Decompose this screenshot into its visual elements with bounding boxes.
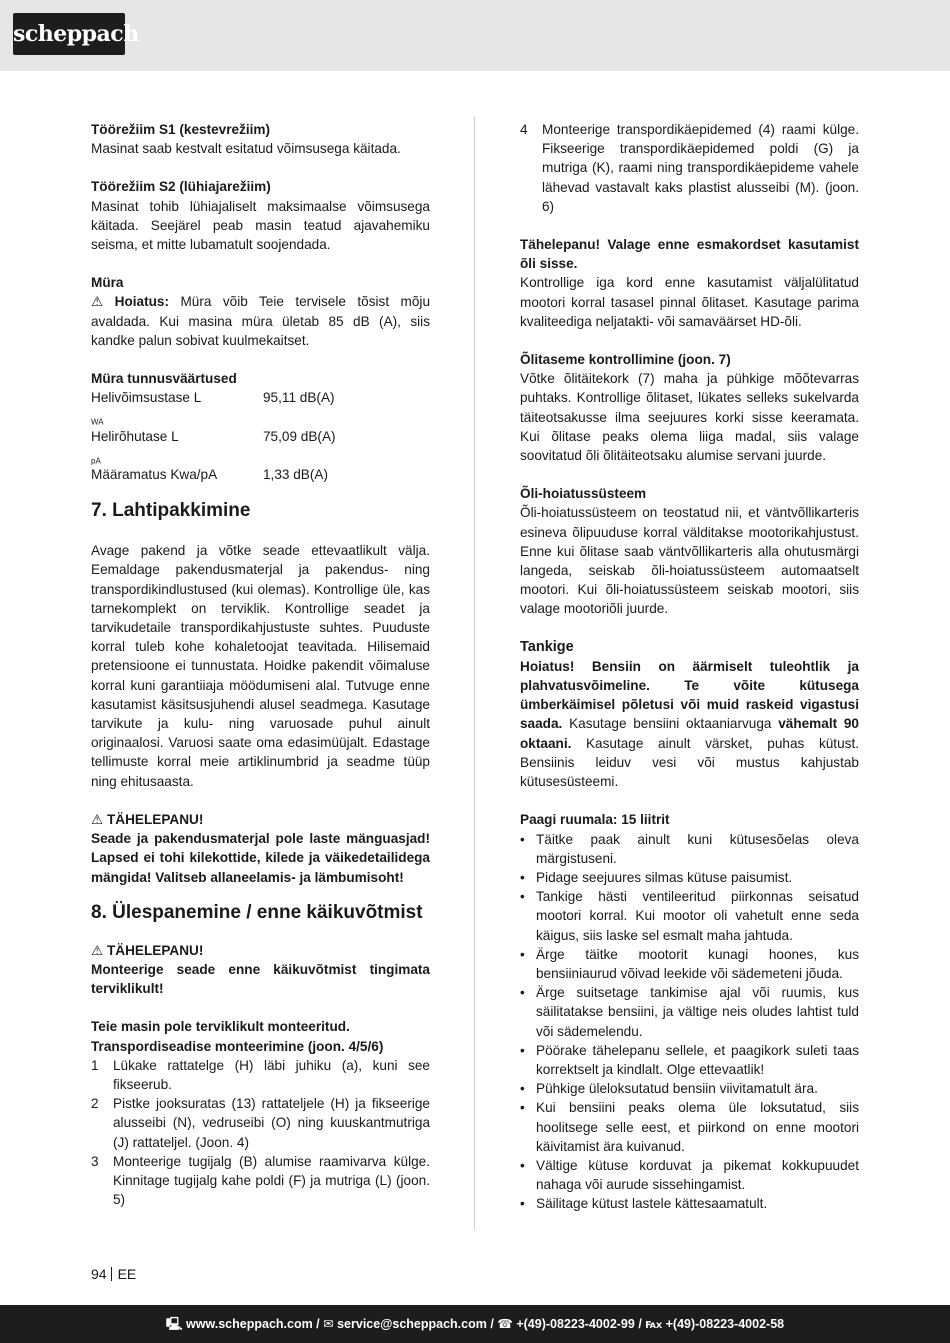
- attention-1-text: Seade ja pakendusmaterjal pole laste mänguasjad! Lapsed ei tohi kilekottide, kilede ja väikedetailidega mängida! Valitseb allaneelamis- ja lämbumisoht!: [91, 831, 430, 885]
- s1-title: Töörežiim S1 (kestevrežiim): [91, 122, 271, 137]
- assembly-step: 1 Lükake rattatelge (H) läbi juhiku (a), kuni see fikseerub.: [91, 1057, 430, 1092]
- mail-icon: ✉: [323, 1317, 334, 1331]
- list-item: • Ärge täitke mootorit kunagi hoones, kus bensiiniaurud võivad leekide või sädemeteni jõuda.: [520, 946, 859, 981]
- warning-triangle-icon: ⚠: [91, 294, 104, 310]
- fuel-paragraph: Hoiatus! Bensiin on äärmiselt tuleohtlik ja plahvatusvõimeline. Te võite kütusega ümberkäimisel põletusi või muid raskeid vigastusi saada. Kasutage bensiini oktaaniarvuga vähemalt 90 oktaani. Kasutage ainult värsket, puhas kütust. Bensiinis leiduv vesi või mustus kahjustab kütusesüsteemi.: [520, 658, 859, 790]
- spec-label: Helivõimsustase L $_{WA}$: [91, 390, 202, 428]
- fax-number: +(49)-08223-4002-58: [665, 1317, 785, 1331]
- list-item: • Pöörake tähelepanu sellele, et paagikork suleti taas korrektselt ja kindlalt. Olge ettevaatlik!: [520, 1042, 859, 1077]
- page-number: 94: [91, 1266, 107, 1282]
- fuel-title: Tankige: [520, 638, 574, 655]
- list-item: • Vältige kütuse korduvat ja pikemat kokkupuudet nahaga või aurude sissehingamist.: [520, 1157, 859, 1193]
- language-code: EE: [117, 1266, 137, 1282]
- assembly-subtitle: Transpordiseadise monteerimine (joon. 4/5/6): [91, 1038, 384, 1054]
- noise-warning: [91, 292, 430, 350]
- noise-title: Müra: [91, 275, 124, 291]
- attention-2-title: ⚠ TÄHELEPANU!: [91, 941, 430, 960]
- attention-2-text: Monteerige seade enne käikuvõtmist tingimata terviklikult!: [91, 961, 430, 997]
- computer-icon: 🖳: [165, 1317, 183, 1331]
- spec-value: 95,11 dB(A): [263, 390, 335, 406]
- website-link[interactable]: www.scheppach.com: [186, 1317, 313, 1331]
- column-divider: [474, 116, 475, 1230]
- brand-logo: scheppach: [13, 13, 125, 55]
- tank-capacity-title: Paagi ruumala: 15 liitrit: [520, 812, 670, 828]
- oil-warning-text: Kontrollige iga kord enne kasutamist väljalülitatud mootori korral tasasel pinnal õlitaset. Kasutage parima kvaliteediga neljatakti- või samaväärset HD-õli.: [520, 275, 859, 329]
- phone-number: +(49)-08223-4002-99: [516, 1317, 635, 1331]
- section-8-heading: 8. Ülespanemine / enne käikuvõtmist: [91, 901, 423, 923]
- oil-warning-title: Tähelepanu! Valage enne esmakordset kasutamist õli sisse.: [520, 237, 859, 272]
- spec-value: 1,33 dB(A): [263, 467, 328, 483]
- page-number-area: [91, 1265, 136, 1283]
- specs-title: Müra tunnusväärtused: [91, 371, 237, 387]
- page-header: [0, 0, 950, 71]
- fax-icon: ℻: [645, 1317, 663, 1331]
- oil-check-text: Võtke õlitäitekork (7) maha ja pühkige mõõtevarras puhtaks. Kontrollige õlitaset, lükates selleks sukelvarda täiteotsakusse ilma seejuures korki sisse keeramata. Kui õlitase peaks olema liiga madal, siis valage soovitatud õli õlitäiteotsaku alumise servani juurde.: [520, 371, 859, 464]
- section-7-text: Avage pakend ja võtke seade ettevaatlikult välja. Eemaldage pakendusmaterjal ja pakendus- ning transpordikindlustused (kui olemas). Kontrollige üle, kas tarnekomplekt on terviklik. Kontrollige seadet ja tarvikudetaile transpordikahjustuste suhtes. Puuduste korral tuleb kohe kohaletoojat teavitada. Hilisemaid pretensioone ei tunnustata. Hoidke pakendit võimaluse korral kuni garantiiaja möödumiseni alal. Tutvuge enne kasutamist käsitsusjuhendi alusel seadmega. Kasutage tarvikute ja kulu- ning varuosade puhul ainult originaalosi. Varuosi saate oma edasimüüjalt. Edastage tellimuste korral meie artiklinumbrid ja seadme tüüp ning ehitusaasta.: [91, 543, 430, 789]
- oil-check-title: Õlitaseme kontrollimine (joon. 7): [520, 352, 731, 368]
- oil-system-text: Õli-hoiatussüsteem on teostatud nii, et väntvõllikarteris esineva õlipuuduse korral välditakse mootorikahjustust. Enne kui õlitase saab väntvõllikarteris alla ohutusmärgi langeda, seiskab õli-hoiatussüsteem automaatselt mootori. Kui õli-hoiatussüsteem seiskab mootori, siis valage mootoriõli juurde.: [520, 505, 859, 617]
- page-footer: [0, 1305, 950, 1343]
- warning-triangle-icon: ⚠: [91, 942, 104, 958]
- spec-label: Määramatus Kwa/pA: [91, 467, 218, 483]
- list-item: • Pidage seejuures silmas kütuse paisumist.: [520, 869, 793, 885]
- list-item: • Säilitage kütust lastele kättesaamatult.: [520, 1196, 768, 1212]
- left-column: [91, 120, 430, 1209]
- noise-warning-text: Müra võib Teie tervisele tõsist mõju avaldada. Kui masina müra ületab 85 dB (A), siis kandke palun sobivat kuulmekaitset.: [91, 294, 431, 348]
- s2-title: Töörežiim S2 (lühiajarežiim): [91, 179, 271, 195]
- list-item: • Pühkige üleloksutatud bensiin viivitamatult ära.: [520, 1081, 818, 1097]
- email-link[interactable]: service@scheppach.com: [337, 1317, 487, 1331]
- assembly-title: Teie masin pole terviklikult monteeritud.: [91, 1019, 350, 1035]
- assembly-step: 4 Monteerige transpordikäepidemed (4) raami külge. Fikseerige transpordikäepidemed poldi (G) ja mutriga (K), raami ning transpordikäepideme vahele lähevad vastavalt kaks plastist alusseibi (M). (joon. 6): [520, 122, 859, 214]
- noise-warning-label: Hoiatus:: [114, 294, 169, 310]
- right-column: [520, 120, 859, 1214]
- spec-label: Helirõhutase L $_{pA}$: [91, 428, 179, 466]
- list-item: • Täitke paak ainult kuni kütusesõelas oleva märgistuseni.: [520, 831, 859, 866]
- warning-triangle-icon: ⚠: [91, 811, 104, 827]
- oil-system-title: Õli-hoiatussüsteem: [520, 486, 647, 502]
- assembly-step: 2 Pistke jooksuratas (13) rattateljele (H) ja fikseerige alusseibi (N), vedruseibi (O) ning kuuskantmutriga (J) rattateljel. (Joon. 4): [91, 1096, 430, 1150]
- contact-line: 🖳 www.scheppach.com / ✉ service@scheppach.com / ☎ +(49)-08223-4002-99 / ℻ +(49)-08223-4002-58: [165, 1317, 785, 1331]
- list-item: • Tankige hästi ventileeritud piirkonnas seisatud mootori korral. Kui mootor oli vahetult enne seda käigus, siis laske sel esmalt maha jahtuda.: [520, 889, 859, 943]
- attention-1-title: ⚠ TÄHELEPANU!: [91, 810, 430, 829]
- s1-text: Masinat saab kestvalt esitatud võimsusega käitada.: [91, 141, 401, 157]
- section-7-heading: 7. Lahtipakkimine: [91, 500, 251, 522]
- phone-icon: ☎: [497, 1317, 513, 1331]
- assembly-step: 3 Monteerige tugijalg (B) alumise raamivarva külge. Kinnitage tugijalg kahe poldi (F) ja mutriga (L) (joon. 5): [91, 1153, 430, 1208]
- spec-value: 75,09 dB(A): [263, 428, 336, 444]
- s2-text: Masinat tohib lühiajaliselt maksimaalse võimsusega käitada. Seejärel peab masin teatud ajavahemiku seisma, et mitte lubamatult soojendada.: [91, 198, 430, 253]
- list-item: • Kui bensiini peaks olema üle loksutatud, siis hoolitsege selle eest, et piirkond on enne mootori käivitamist ära kuivanud.: [520, 1100, 859, 1154]
- list-item: • Ärge suitsetage tankimise ajal või ruumis, kus säilitatakse bensiini, ja vältige neis oludes lahtist tuld või sädemelendu.: [520, 985, 859, 1039]
- noise-specs-table: [91, 388, 430, 484]
